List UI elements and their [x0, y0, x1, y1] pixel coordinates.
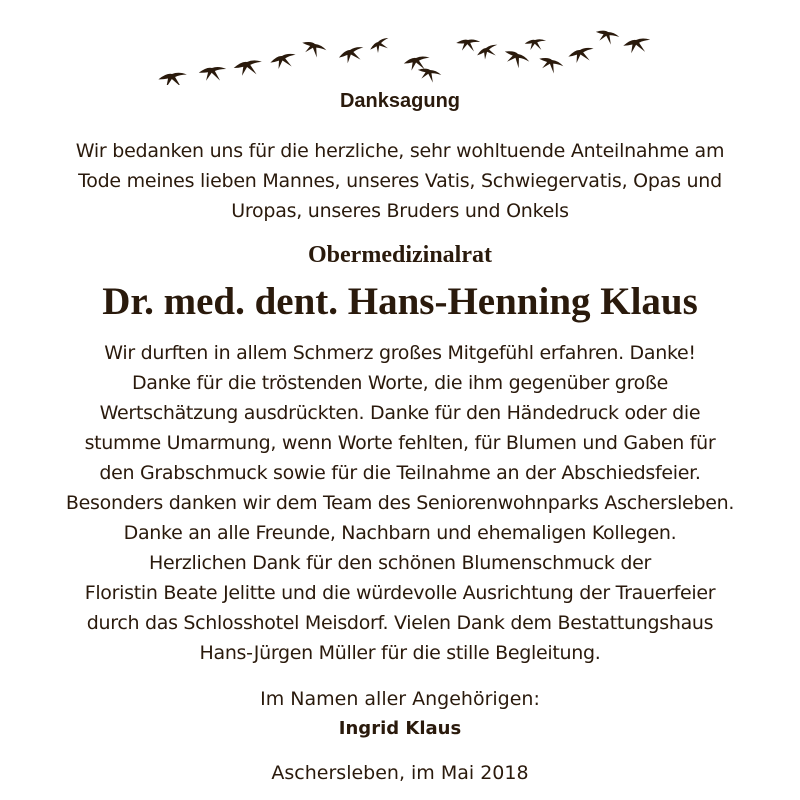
intro-line: Tode meines lieben Mannes, unseres Vatis, Schwiegervatis, Opas und — [78, 170, 722, 192]
intro-line: Uropas, unseres Bruders und Onkels — [231, 200, 569, 222]
flock-of-birds-icon — [150, 10, 650, 85]
deceased-title: Obermedizinalrat — [308, 242, 492, 268]
body-line: Wertschätzung ausdrückten. Danke für den Händedruck oder die — [99, 402, 701, 424]
intro-paragraph — [20, 136, 780, 226]
closing-line: Im Namen aller Angehörigen: — [260, 688, 540, 710]
place-date: Aschersleben, im Mai 2018 — [271, 762, 529, 784]
intro-line: Wir bedanken uns für die herzliche, sehr wohltuende Anteilnahme am — [75, 140, 725, 162]
body-line: Danke an alle Freunde, Nachbarn und ehemaligen Kollegen. — [123, 522, 677, 544]
body-line: Floristin Beate Jelitte und die würdevolle Ausrichtung der Trauerfeier — [84, 582, 716, 604]
body-line: Danke für die tröstenden Worte, die ihm gegenüber große — [131, 372, 669, 394]
signer-name: Ingrid Klaus — [338, 718, 462, 739]
body-line: stumme Umarmung, wenn Worte fehlten, für Blumen und Gaben für — [84, 432, 716, 454]
body-line: den Grabschmuck sowie für die Teilnahme an der Abschiedsfeier. — [99, 462, 701, 484]
body-line: Hans-Jürgen Müller für die stille Begleitung. — [199, 642, 601, 664]
body-line: Wir durften in allem Schmerz großes Mitgefühl erfahren. Danke! — [104, 342, 696, 364]
thanks-paragraph — [10, 338, 790, 668]
body-line: Besonders danken wir dem Team des Seniorenwohnparks Aschersleben. — [65, 492, 735, 514]
deceased-name: Dr. med. dent. Hans-Henning Klaus — [102, 280, 698, 323]
body-line: durch das Schlosshotel Meisdorf. Vielen Dank dem Bestattungshaus — [86, 612, 714, 634]
notice-heading: Danksagung — [339, 90, 461, 112]
body-line: Herzlichen Dank für den schönen Blumenschmuck der — [148, 552, 652, 574]
